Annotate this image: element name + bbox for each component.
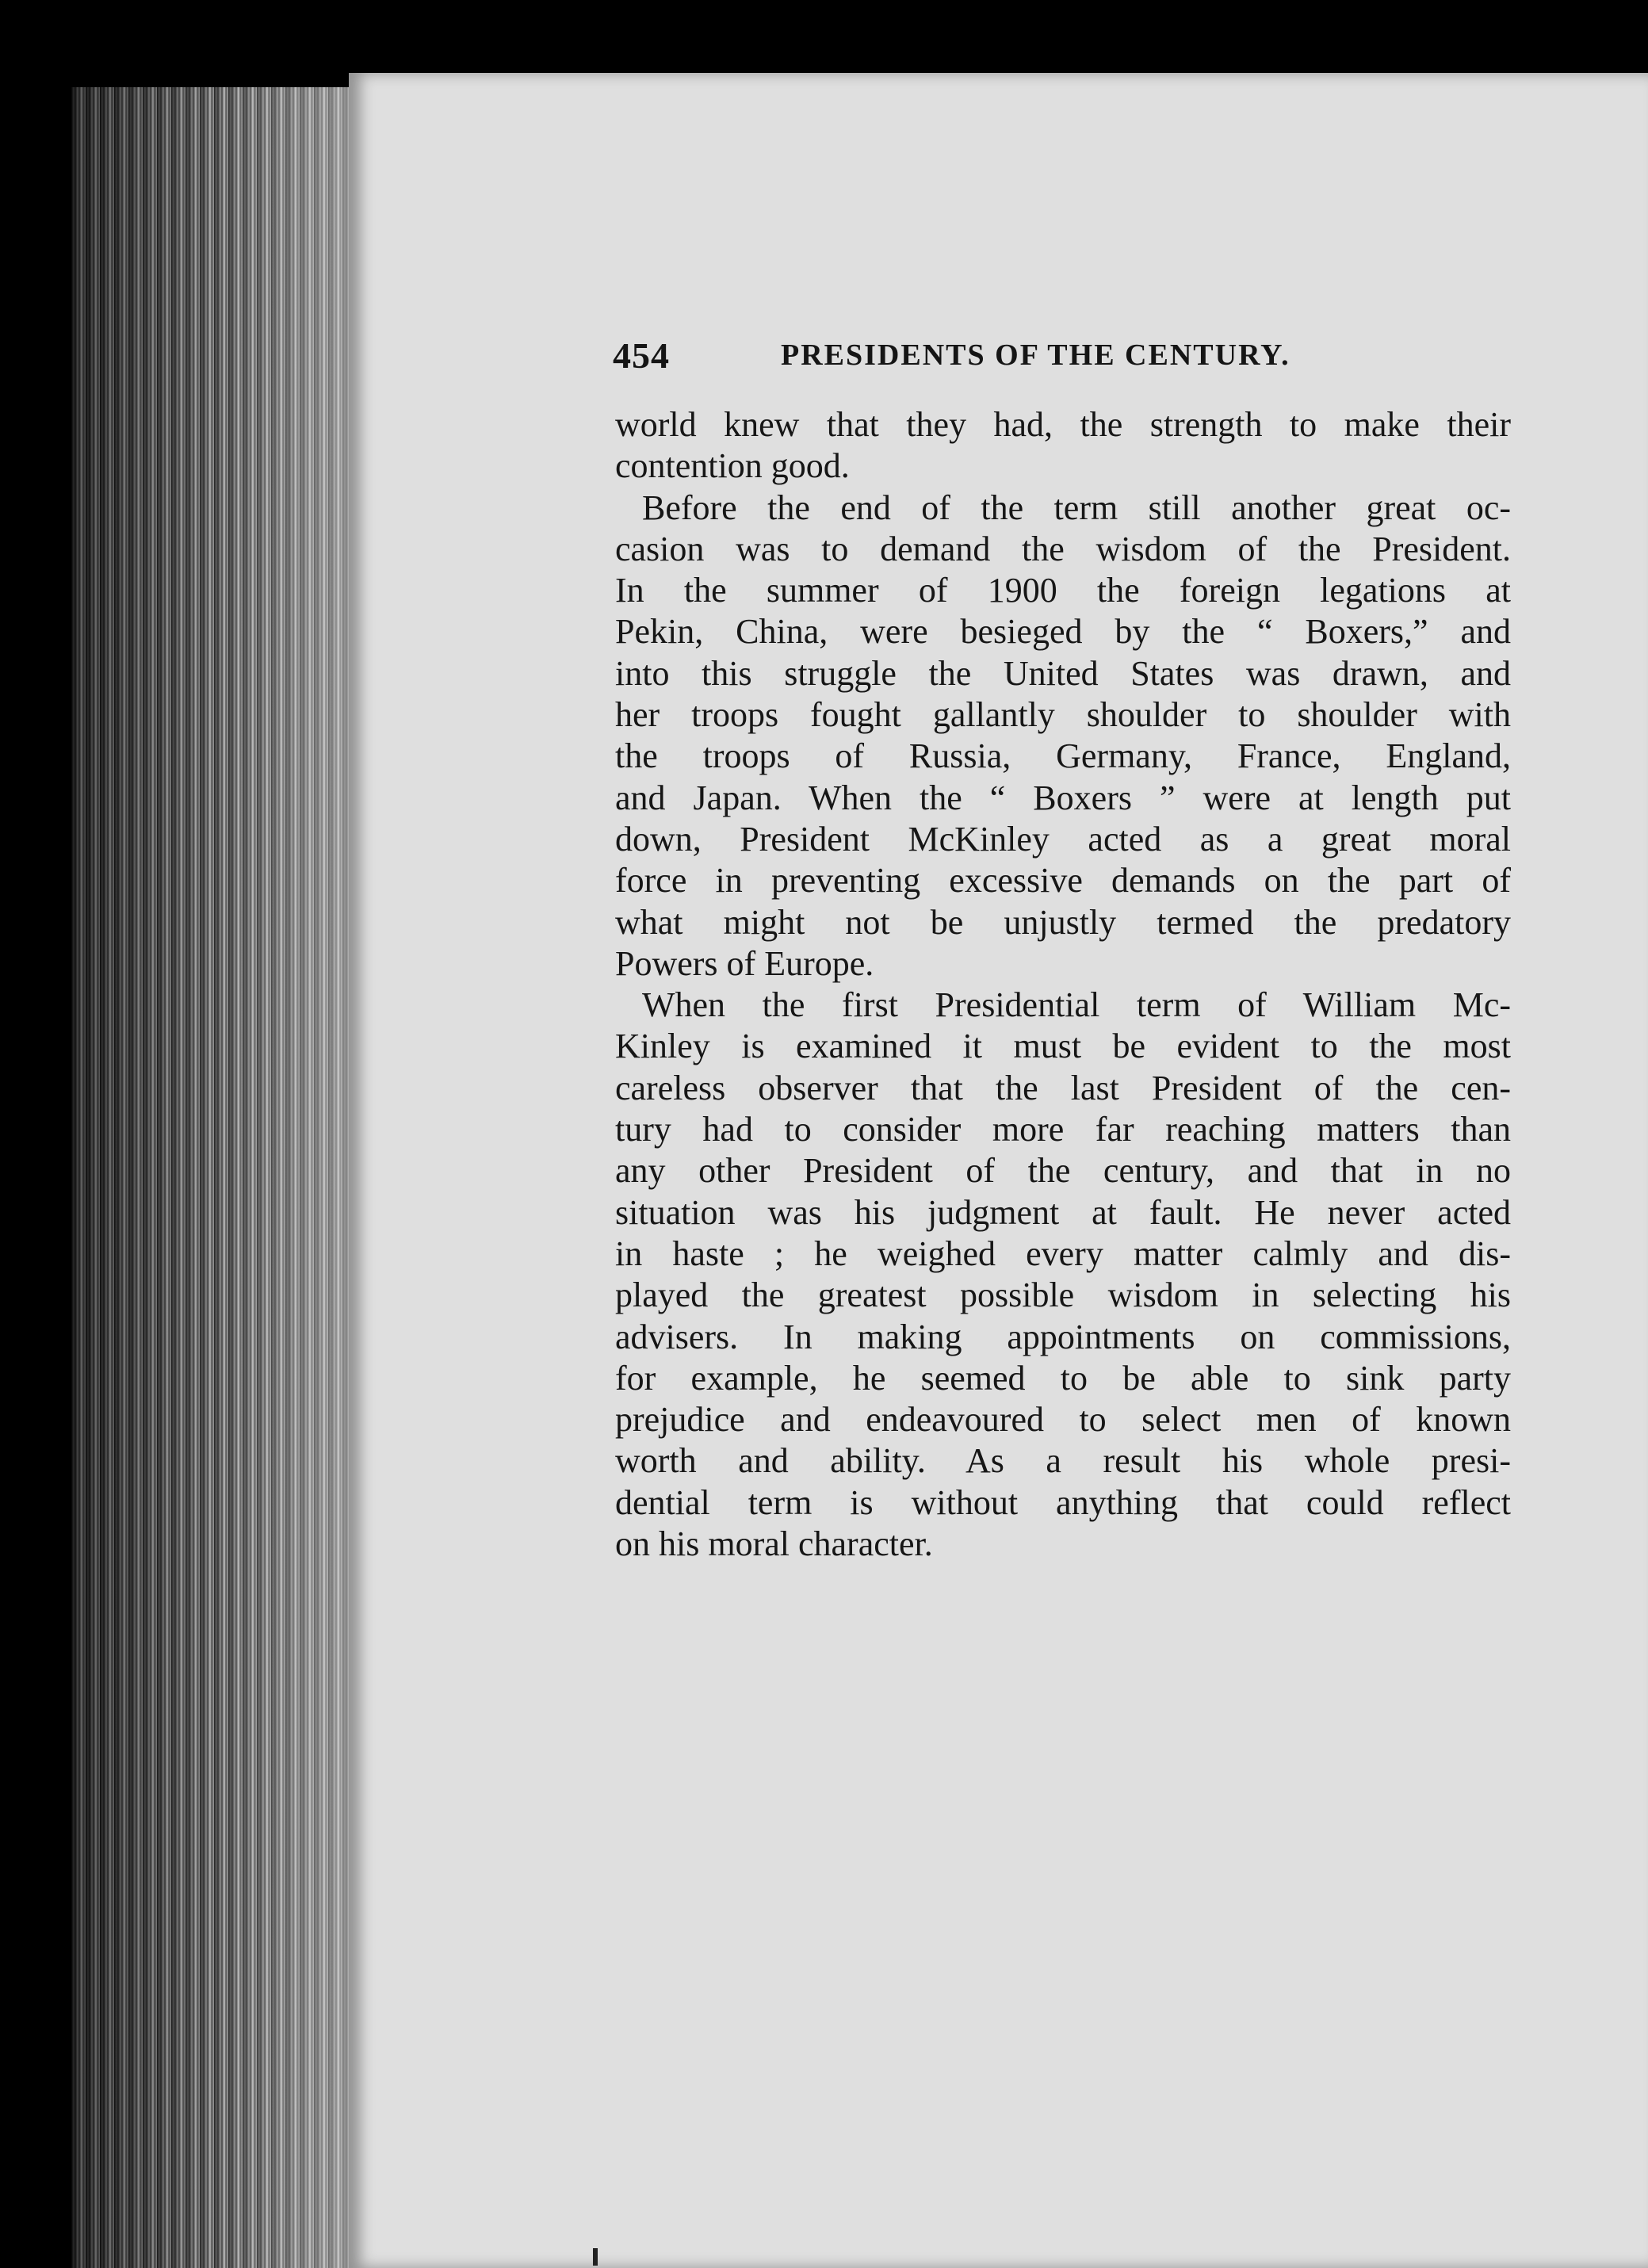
text-line: what might not be unjustly termed the predatory [615, 902, 1511, 942]
text-line: tury had to consider more far reaching matters than [615, 1110, 1511, 1149]
text-line: played the greatest possible wisdom in selecting his [615, 1276, 1511, 1315]
text-line: into this struggle the United States was drawn, and [615, 653, 1511, 693]
running-head [613, 335, 1648, 398]
text-line: When the first Presidential term of William Mc- [642, 985, 1511, 1025]
body-text [615, 404, 1511, 1565]
text-line: force in preventing excessive demands on the part of [615, 861, 1511, 901]
text-line: Pekin, China, were besieged by the “ Boxers,” and [615, 612, 1511, 652]
text-line: for example, he seemed to be able to sink party [615, 1358, 1511, 1398]
text-line: her troops fought gallantly shoulder to shoulder with [615, 695, 1511, 735]
paragraph [615, 985, 1511, 1565]
text-line: on his moral character. [615, 1524, 933, 1564]
text-line: contention good. [615, 446, 850, 486]
text-line: prejudice and endeavoured to select men of known [615, 1400, 1511, 1440]
text-line: Powers of Europe. [615, 943, 874, 983]
text-line: the troops of Russia, Germany, France, England, [615, 736, 1511, 776]
text-line: world knew that they had, the strength to make their [615, 405, 1511, 444]
text-line: down, President McKinley acted as a great moral [615, 819, 1511, 859]
text-line: careless observer that the last President of the cen- [615, 1068, 1511, 1107]
page-number: 454 [613, 335, 670, 376]
page-edge-stack [71, 87, 357, 2268]
text-line: In the summer of 1900 the foreign legations at [615, 571, 1511, 610]
running-title: PRESIDENTS OF THE CENTURY. [781, 338, 1290, 372]
text-line: and Japan. When the “ Boxers ” were at length put [615, 778, 1511, 817]
paragraph [615, 404, 1511, 488]
text-line: in haste ; he weighed every matter calmly and dis- [615, 1233, 1511, 1273]
text-line: Before the end of the term still another great oc- [642, 488, 1511, 527]
text-line: worth and ability. As a result his whole presi- [615, 1441, 1511, 1481]
text-line: any other President of the century, and that in no [615, 1151, 1511, 1191]
text-line: situation was his judgment at fault. He never acted [615, 1192, 1511, 1232]
text-line: dential term is without anything that could reflect [615, 1482, 1511, 1522]
text-line: advisers. In making appointments on commissions, [615, 1317, 1511, 1356]
paragraph [615, 488, 1511, 985]
scan-artifact-mark [593, 2248, 598, 2266]
book-page [349, 73, 1648, 2268]
text-line: Kinley is examined it must be evident to the most [615, 1027, 1511, 1066]
text-line: casion was to demand the wisdom of the President. [615, 529, 1511, 568]
